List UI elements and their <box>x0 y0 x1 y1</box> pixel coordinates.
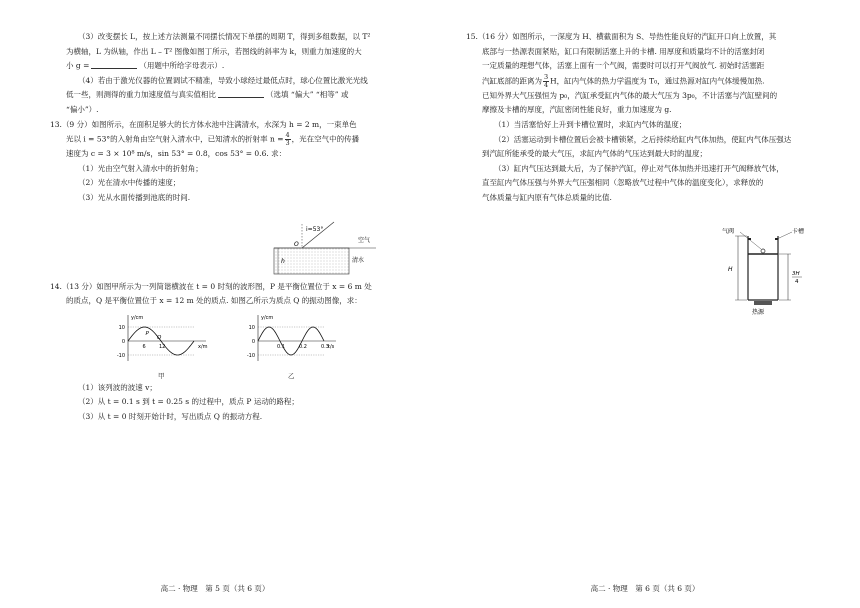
q12-part3-line3: 小 g = （用题中所给字母表示）. <box>66 61 225 71</box>
yi-y-tick-1: 0 <box>251 338 255 345</box>
air-label: 空气 <box>358 236 371 244</box>
wave-graph-jia <box>106 311 216 371</box>
q12-part4-line3: “偏小”）. <box>66 104 99 114</box>
left-page-footer: 高二 · 物理 第 5 页（共 6 页） <box>160 584 270 593</box>
q14-sub3: （3）从 t = 0 时刻开始计时，写出质点 Q 的振动方程. <box>78 412 263 421</box>
q12-part3-line1: （3）改变摆长 L，按上述方法测量不同摆长情况下单摆的周期 T，得到多组数据，以 T² <box>78 32 371 41</box>
point-p-label: P <box>145 330 149 337</box>
h-label: H <box>728 266 733 273</box>
refractive-index-fraction: $\frac{4}{3}$ <box>285 131 290 148</box>
jia-y-tick-2: -10 <box>116 352 125 359</box>
q13-sub2: （2）光在清水中传播的速度； <box>78 178 181 188</box>
yi-y-label: y/cm <box>261 314 274 321</box>
q13-sub1: （1）光由空气射入清水中的折射角； <box>78 163 203 173</box>
right-page <box>430 0 860 608</box>
initial-height-fraction: $\frac{3}{4}$ <box>544 72 549 89</box>
q13-sub3: （3）光从水面传播到池底的时间. <box>78 193 191 203</box>
h-label: h <box>281 257 285 265</box>
jia-y-tick-1: 0 <box>121 338 125 345</box>
q12-part4-line2: 低一些，则测得的重力加速度值与真实值相比 （选填 “偏大” “相等” 或 <box>66 90 349 100</box>
q14-sub2: （2）从 t = 0.1 s 到 t = 0.25 s 的过程中，质点 P 运动的路程； <box>78 397 299 407</box>
question-14 <box>50 280 408 425</box>
valve-icon <box>761 249 765 253</box>
water-label: 清水 <box>352 256 365 264</box>
jia-x-tick-1: 12 <box>159 343 166 350</box>
q12-part3-line2: 为横轴，L 为纵轴，作出 L – T² 图像如图丁所示，若图线的斜率为 k，则重力加速度的大 <box>66 46 362 56</box>
cylinder-figure <box>720 228 830 318</box>
q13-line1: 13.（9 分）如图所示，在面积足够大的长方体水池中注满清水，水深为 h = 2 m，一束单色 <box>50 119 357 129</box>
q15-sub3-line2: 直至缸内气体压强与外界大气压强相同（忽略放气过程中气体的温度变化），求释放的 <box>482 178 764 188</box>
q15-sub3-line1: （3）缸内气压达到最大后，为了保护汽缸，停止对气体加热并迅速打开气阀释放气体， <box>494 163 784 173</box>
water-region <box>274 248 349 274</box>
q15-sub2-line2: 到汽缸所能承受的最大气压，求缸内气体的气压达到最大时的温度； <box>482 149 707 159</box>
angle-label: i=53° <box>306 225 324 233</box>
slot-label: 卡槽 <box>792 228 805 235</box>
q14-figures <box>66 309 408 381</box>
q14-line2: 的质点，Q 是平衡位置位于 x = 12 m 处的质点. 如图乙所示为质点 Q 的振动图像，求： <box>66 296 362 306</box>
slot-leader <box>777 232 792 239</box>
yi-x-label: t/s <box>328 343 335 350</box>
q15-sub2-line1: （2）活塞运动到卡槽位置后会被卡槽锁紧，之后持续给缸内气体加热，使缸内气体压强达 <box>494 134 792 144</box>
yi-x-tick-1: 0.2 <box>299 343 307 350</box>
heat-source <box>754 301 772 305</box>
jia-x-tick-0: 6 <box>142 343 146 350</box>
yi-x-tick-2: 0.3 <box>321 343 329 350</box>
three-h-label: 3H <box>792 271 800 277</box>
four-label: 4 <box>795 279 799 285</box>
q14-line1: 14.（13 分）如图甲所示为一列简谐横波在 t = 0 时刻的波形图，P 是平衡位置位于 x = 6 m 处 <box>50 281 372 291</box>
yi-y-tick-2: -10 <box>246 352 255 359</box>
yi-y-tick-0: 10 <box>248 324 255 331</box>
q12-part4-line1: （4）若由于激光仪器的位置调试不精准，导致小球经过最低点时，球心位置比激光光线 <box>78 75 368 85</box>
pool-refraction-figure <box>266 218 386 280</box>
q15-line2: 底部与一热源表面紧贴，缸口有限制活塞上升的卡槽. 用厚度和质量均不计的活塞封闭 <box>482 46 765 56</box>
right-page-footer: 高二 · 物理 第 6 页（共 6 页） <box>590 584 700 593</box>
question-13 <box>50 118 408 265</box>
jia-y-tick-0: 10 <box>118 324 125 331</box>
figure-yi-caption: 乙 <box>288 371 295 380</box>
q13-line2: 光以 i = 53°的入射角由空气射入清水中，已知清水的折射率 n = $\frac{4}{3}$ ，光在空气中的传播 <box>66 131 360 148</box>
q14-sub1: （1）该列波的波速 v； <box>78 382 157 392</box>
q15-line1: 15.（16 分）如图所示，一深度为 H、横截面积为 S、导热性能良好的汽缸开口向上放置，其 <box>466 32 777 41</box>
heat-source-label: 热源 <box>752 309 765 316</box>
q15-line3: 一定质量的理想气体，活塞上面有一个气阀，需要时可以打开气阀放气. 初始时活塞距 <box>482 61 765 71</box>
q15-sub3-line3: 气体质量与缸内原有气体总质量的比值. <box>482 193 612 203</box>
valve-label: 气阀 <box>722 228 735 235</box>
vibration-graph-yi <box>236 311 346 371</box>
q15-line4: 汽缸底部的距离为 $\frac{3}{4}$ H，缸内气体的热力学温度为 T₀，通过热源对缸内气体缓慢加热. <box>482 72 765 89</box>
q15-line5: 已知外界大气压强恒为 p₀，汽缸承受缸内气体的最大气压为 3p₀，不计活塞与汽缸壁间的 <box>482 90 778 100</box>
figure-jia-caption: 甲 <box>158 371 165 380</box>
point-o-label: O <box>294 240 299 248</box>
yi-x-tick-0: 0.1 <box>277 343 285 350</box>
q15-sub1: （1）当活塞恰好上升到卡槽位置时，求缸内气体的温度； <box>494 120 687 130</box>
point-q-label: Q <box>157 334 162 341</box>
jia-x-label: x/m <box>198 343 208 350</box>
answer-blank-compare <box>218 88 264 98</box>
q13-line3: 速度为 c = 3 × 10⁸ m/s，sin 53° = 0.8，cos 53° = 0.6. 求： <box>66 149 287 159</box>
slot-right <box>775 238 778 240</box>
answer-blank-g <box>91 59 137 69</box>
q15-line6: 摩擦及卡槽的厚度，汽缸密闭性能良好，重力加速度为 g. <box>482 105 672 115</box>
jia-y-label: y/cm <box>131 314 144 321</box>
valve-leader <box>740 232 761 249</box>
